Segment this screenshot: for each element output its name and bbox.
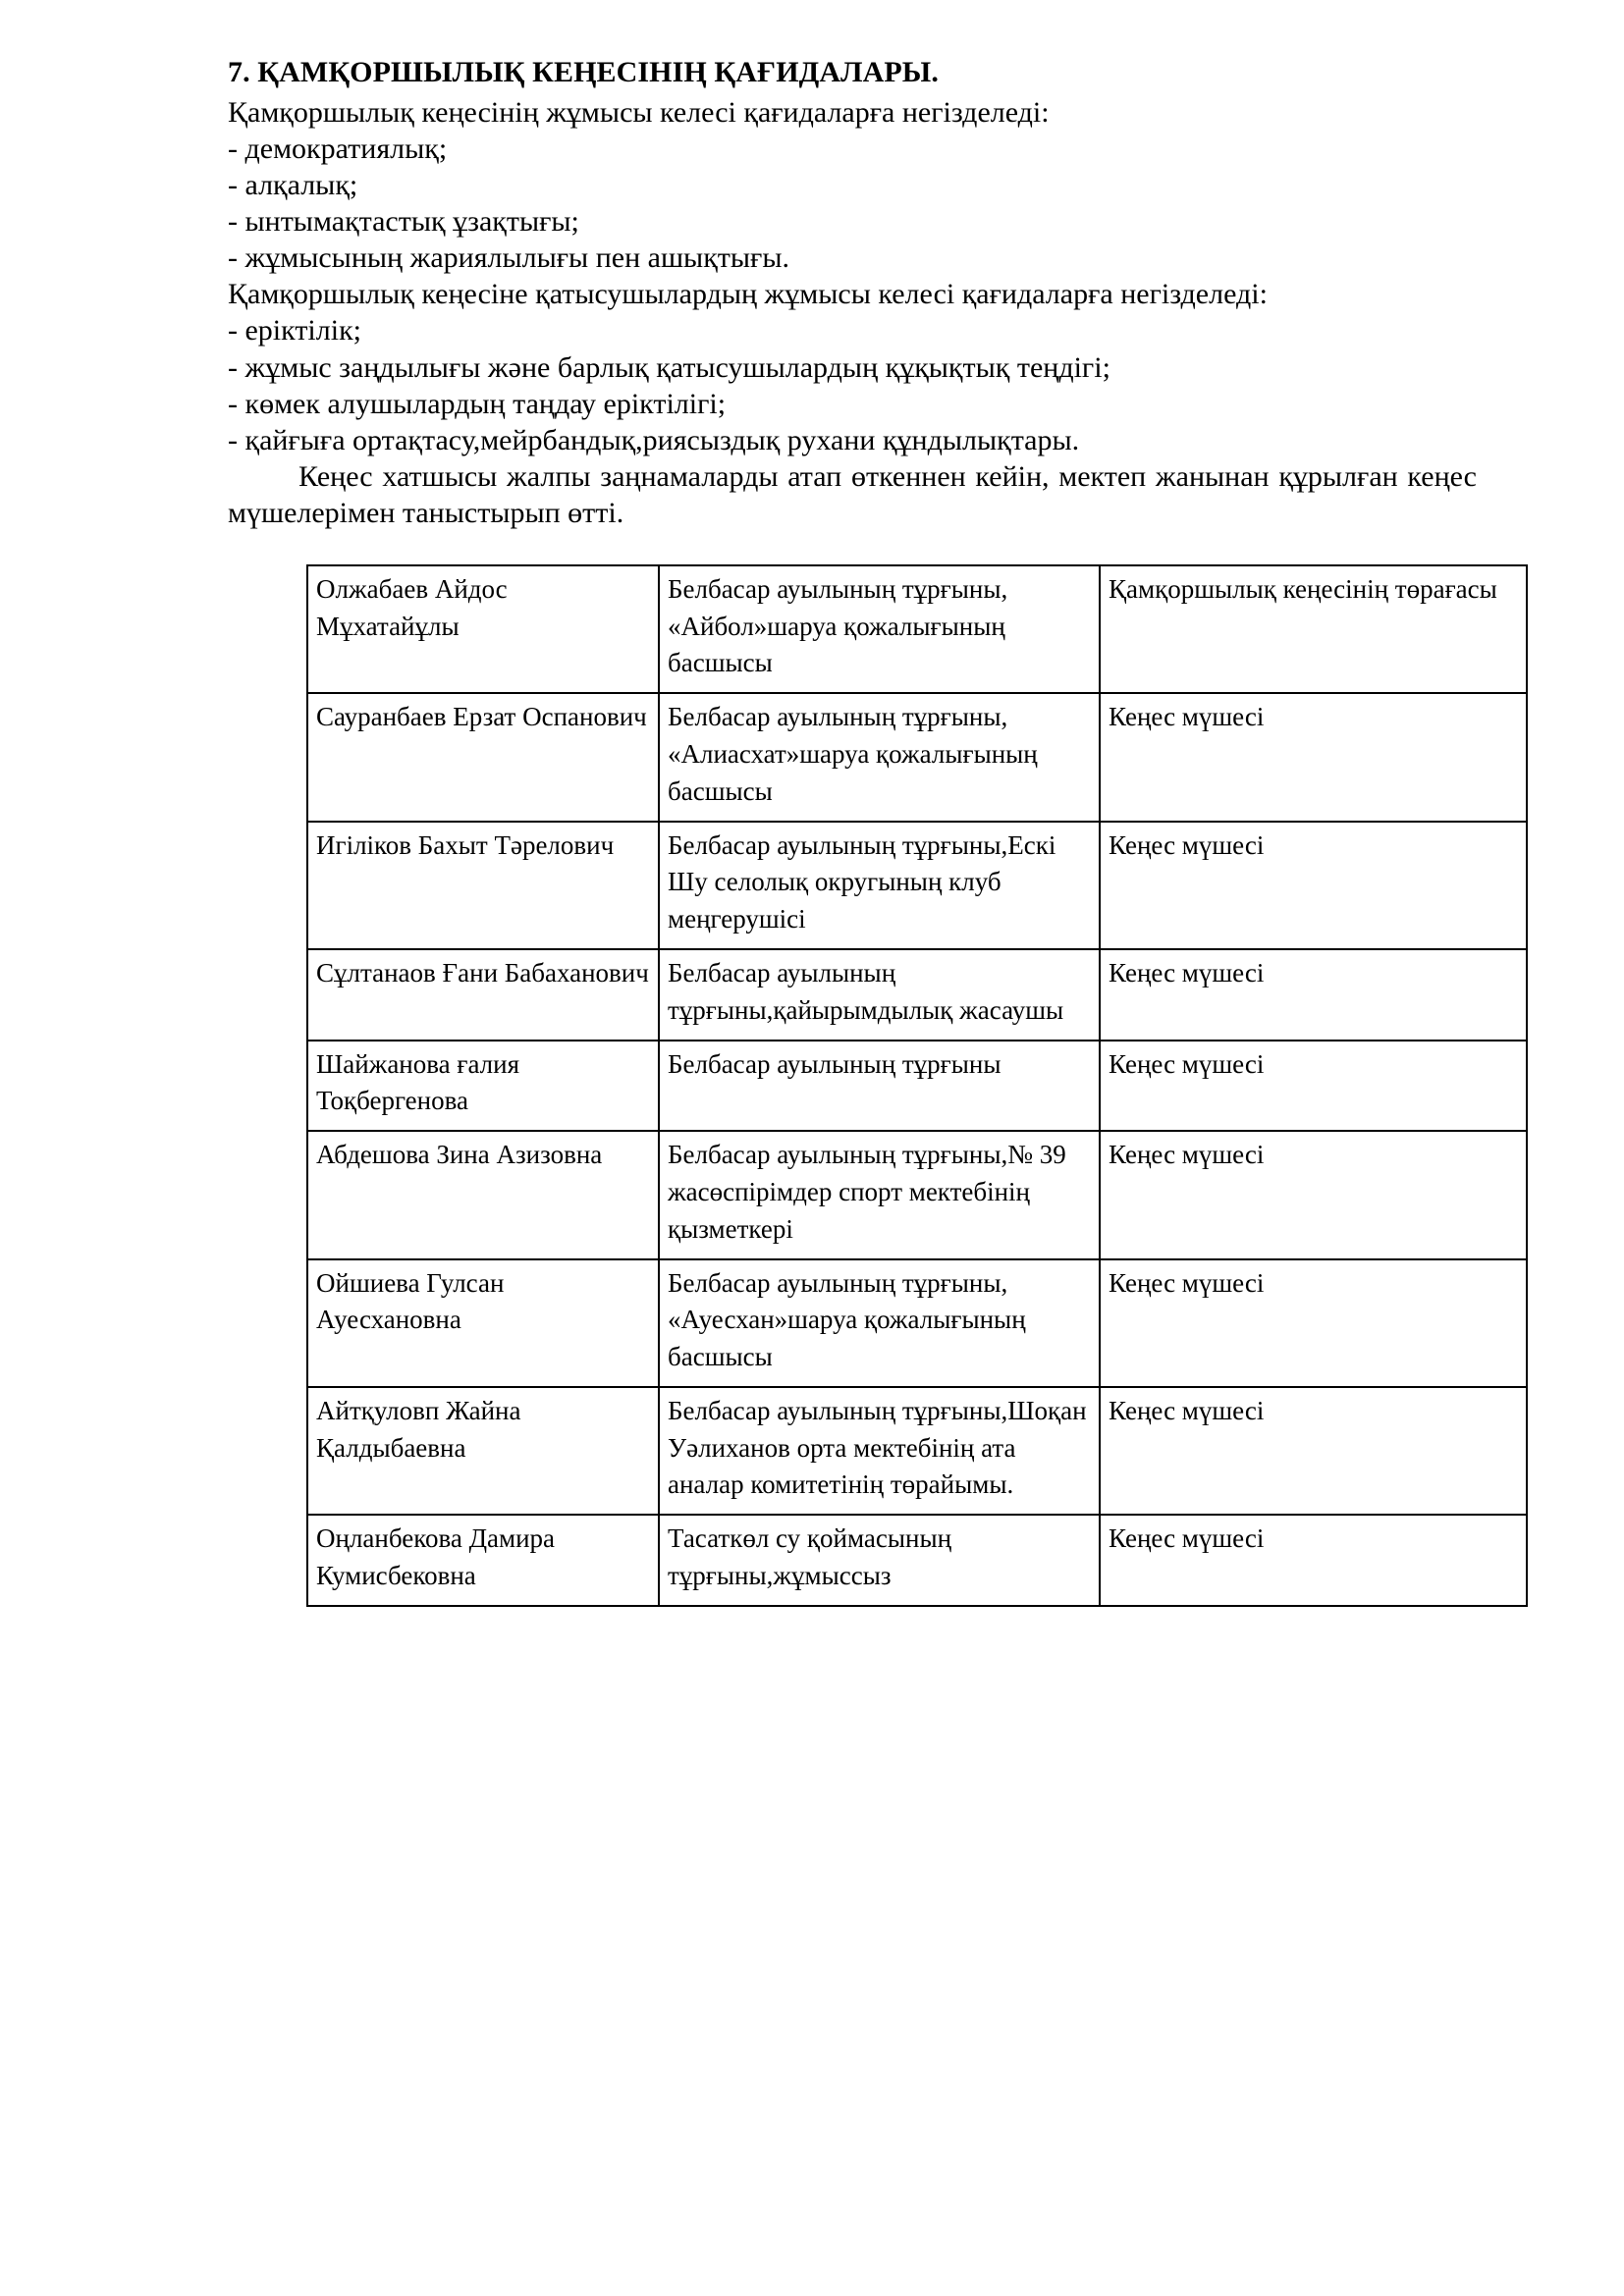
- member-description-cell: Белбасар ауылының тұрғыны, «Алиасхат»шаруа қожалығының басшысы: [659, 693, 1100, 821]
- table-row: [307, 822, 1527, 949]
- intro-paragraph-1: Қамқоршылық кеңесінің жұмысы келесі қағидаларға негізделеді:: [228, 96, 1050, 130]
- participant-principle-item-1: - еріктілік;: [228, 314, 361, 347]
- participant-principle-item-2: - жұмыс заңдылығы және барлық қатысушылардың құқықтық теңдігі;: [228, 350, 1110, 384]
- table-row: [307, 1387, 1527, 1515]
- table-row: [307, 1131, 1527, 1258]
- member-name-cell: Игіліков Бахыт Тәрелович: [307, 822, 659, 949]
- member-name-cell: Сұлтанаов Ғани Бабаханович: [307, 949, 659, 1041]
- member-description-cell: Белбасар ауылының тұрғыны: [659, 1041, 1100, 1132]
- table-row: [307, 565, 1527, 693]
- member-description-cell: Белбасар ауылының тұрғыны, «Айбол»шаруа қожалығының басшысы: [659, 565, 1100, 693]
- table-row: [307, 1041, 1527, 1132]
- member-role-cell: Кеңес мүшесі: [1100, 822, 1527, 949]
- table-row: [307, 1259, 1527, 1387]
- council-members-table: [306, 564, 1528, 1607]
- member-description-cell: Тасаткөл су қоймасының тұрғыны,жұмыссыз: [659, 1515, 1100, 1606]
- member-name-cell: Абдешова Зина Азизовна: [307, 1131, 659, 1258]
- member-role-cell: Кеңес мүшесі: [1100, 949, 1527, 1041]
- member-role-cell: Кеңес мүшесі: [1100, 693, 1527, 821]
- participant-principle-item-3: - көмек алушылардың таңдау еріктілігі;: [228, 387, 727, 420]
- intro-paragraph-2: Қамқоршылық кеңесіне қатысушылардың жұмысы келесі қағидаларға негізделеді:: [228, 278, 1268, 311]
- table-body: [307, 565, 1527, 1606]
- member-role-cell: Кеңес мүшесі: [1100, 1041, 1527, 1132]
- table-row: [307, 693, 1527, 821]
- member-role-cell: Қамқоршылық кеңесінің төрағасы: [1100, 565, 1527, 693]
- member-role-cell: Кеңес мүшесі: [1100, 1515, 1527, 1606]
- principle-item-3: - ынтымақтастық ұзақтығы;: [228, 205, 579, 239]
- member-role-cell: Кеңес мүшесі: [1100, 1131, 1527, 1258]
- member-name-cell: Оңланбекова Дамира Кумисбековна: [307, 1515, 659, 1606]
- member-role-cell: Кеңес мүшесі: [1100, 1259, 1527, 1387]
- member-description-cell: Белбасар ауылының тұрғыны, «Ауесхан»шаруа қожалығының басшысы: [659, 1259, 1100, 1387]
- table-row: [307, 949, 1527, 1041]
- member-name-cell: Айтқуловп Жайна Қалдыбаевна: [307, 1387, 659, 1515]
- principle-item-2: - алқалық;: [228, 169, 358, 202]
- member-name-cell: Ойшиева Гулсан Ауесхановна: [307, 1259, 659, 1387]
- member-role-cell: Кеңес мүшесі: [1100, 1387, 1527, 1515]
- member-name-cell: Шайжанова ғалия Тоқбергенова: [307, 1041, 659, 1132]
- closing-paragraph: Кеңес хатшысы жалпы заңнамаларды атап өткеннен кейін, мектеп жанынан құрылған кеңес мүшелерімен таныстырып өтті.: [228, 459, 1477, 529]
- member-name-cell: Сауранбаев Ерзат Оспанович: [307, 693, 659, 821]
- member-description-cell: Белбасар ауылының тұрғыны,Ескі Шу селолық округының клуб меңгерушісі: [659, 822, 1100, 949]
- table-row: [307, 1515, 1527, 1606]
- member-name-cell: Олжабаев Айдос Мұхатайұлы: [307, 565, 659, 693]
- participant-principle-item-4: - қайғыға ортақтасу,мейрбандық,риясыздық рухани құндылықтары.: [228, 423, 1080, 456]
- principle-item-4: - жұмысының жариялылығы пен ашықтығы.: [228, 241, 790, 275]
- page-title: 7. ҚАМҚОРШЫЛЫҚ КЕҢЕСІНІҢ ҚАҒИДАЛАРЫ.: [228, 56, 939, 88]
- member-description-cell: Белбасар ауылының тұрғыны,қайырымдылық жасаушы: [659, 949, 1100, 1041]
- member-description-cell: Белбасар ауылының тұрғыны,Шоқан Уәлиханов орта мектебінің ата аналар комитетінің төрайымы.: [659, 1387, 1100, 1515]
- member-description-cell: Белбасар ауылының тұрғыны,№ 39 жасөспірімдер спорт мектебінің қызметкері: [659, 1131, 1100, 1258]
- table-spacer: [228, 531, 1477, 564]
- principle-item-1: - демократиялық;: [228, 133, 448, 166]
